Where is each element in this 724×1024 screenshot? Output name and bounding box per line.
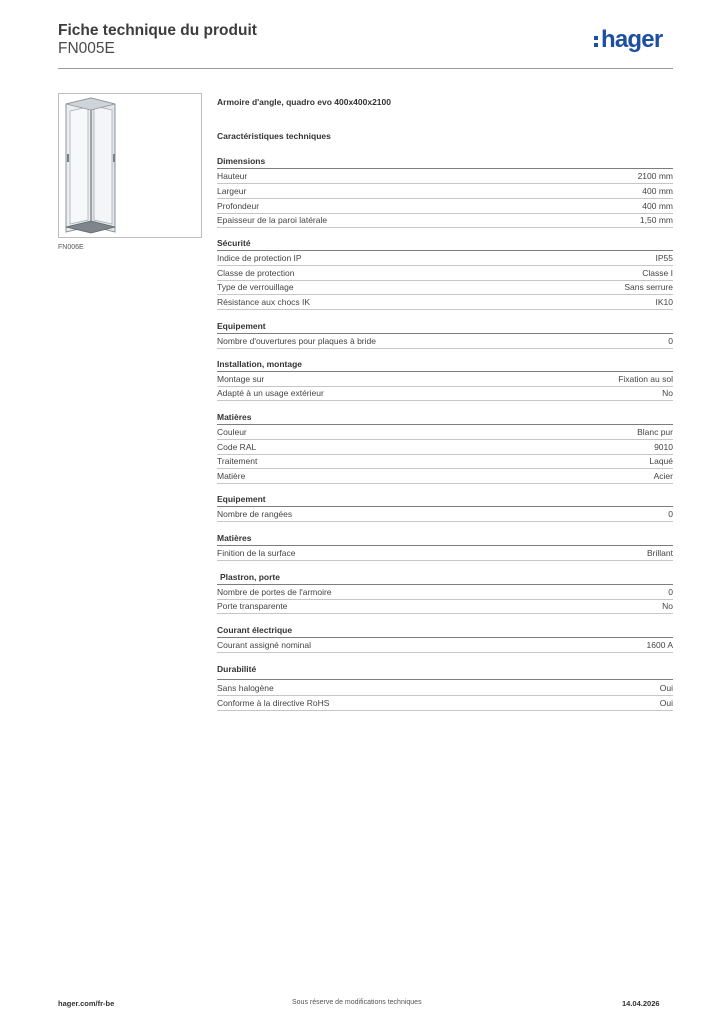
spec-row [217,599,673,614]
spec-label: Nombre de rangées [217,509,293,519]
spec-label: Code RAL [217,442,257,452]
section-title-dimensions: Dimensions [217,156,266,166]
spec-row [217,213,673,228]
spec-label: Résistance aux chocs IK [217,297,311,307]
spec-value: 1600 A [646,640,673,650]
spec-row [217,696,673,711]
spec-row [217,199,673,214]
spec-value: No [662,388,673,398]
spec-row [217,546,673,561]
spec-value: Oui [659,698,673,708]
spec-label: Finition de la surface [217,548,296,558]
spec-row [217,266,673,281]
spec-row [217,372,673,387]
spec-label: Type de verrouillage [217,282,294,292]
spec-value: 1,50 mm [639,215,673,225]
spec-row [217,184,673,199]
spec-row [217,280,673,295]
spec-label: Nombre de portes de l'armoire [217,587,332,597]
spec-value: IK10 [655,297,673,307]
section-rule [217,679,673,680]
section-title-durabilite: Durabilité [217,664,257,674]
logo-text: hager [601,26,663,53]
spec-value: 9010 [654,442,673,452]
spec-value: 2100 mm [637,171,673,181]
section-title-securite: Sécurité [217,238,251,248]
spec-value: Oui [659,683,673,693]
footer-website: hager.com/fr-be [58,999,115,1008]
spec-label: Montage sur [217,374,265,384]
header-divider [58,68,673,69]
spec-label: Sans halogène [217,683,274,693]
logo-colon-mark [594,34,599,48]
spec-label: Classe de protection [217,268,295,278]
spec-label: Courant assigné nominal [217,640,312,650]
spec-value: 0 [668,587,673,597]
spec-label: Traitement [217,456,258,466]
spec-value: Acier [653,471,673,481]
section-title-matieres-2: Matières [217,533,252,543]
spec-label: Porte transparente [217,601,288,611]
section-title-equipement: Equipement [217,321,266,331]
spec-label: Conforme à la directive RoHS [217,698,330,708]
page-title: Fiche technique du produit [58,22,257,39]
product-name: Armoire d'angle, quadro evo 400x400x2100 [217,97,391,107]
footer-date: 14.04.2026 [622,999,660,1008]
spec-value: Laqué [649,456,673,466]
spec-label: Profondeur [217,201,260,211]
spec-row [217,454,673,469]
spec-row [217,334,673,349]
spec-value: IP55 [655,253,673,263]
spec-row [217,469,673,484]
tech-characteristics-title: Caractéristiques techniques [217,131,331,141]
spec-label: Indice de protection IP [217,253,302,263]
spec-value: 400 mm [642,186,673,196]
section-title-courant: Courant électrique [217,625,293,635]
spec-value: Classe I [642,268,673,278]
spec-row [217,507,673,522]
section-title-plastron: Plastron, porte [220,572,280,582]
spec-value: 400 mm [642,201,673,211]
spec-value: No [662,601,673,611]
product-image [58,93,202,238]
footer-disclaimer: Sous réserve de modifications techniques [292,999,422,1006]
spec-row [217,585,673,600]
spec-label: Largeur [217,186,247,196]
section-title-equipement-2: Equipement [217,494,266,504]
spec-row [217,169,673,184]
spec-value: Brillant [647,548,673,558]
spec-label: Hauteur [217,171,248,181]
spec-row [217,251,673,266]
hager-logo [594,28,662,52]
spec-label: Adapté à un usage extérieur [217,388,324,398]
section-title-installation: Installation, montage [217,359,303,369]
section-title-matieres: Matières [217,412,252,422]
spec-row [217,440,673,455]
spec-value: Fixation au sol [618,374,673,384]
spec-label: Epaisseur de la paroi latérale [217,215,328,225]
spec-label: Couleur [217,427,247,437]
spec-row [217,386,673,401]
spec-label: Nombre d'ouvertures pour plaques à bride [217,336,376,346]
cabinet-illustration [59,94,201,237]
spec-row [217,425,673,440]
spec-value: Blanc pur [637,427,673,437]
spec-row [217,681,673,696]
spec-row [217,295,673,310]
spec-value: 0 [668,336,673,346]
spec-value: Sans serrure [624,282,673,292]
product-code: FN005E [58,40,115,57]
spec-value: 0 [668,509,673,519]
spec-label: Matière [217,471,246,481]
spec-row [217,638,673,653]
image-caption: FN006E [58,244,84,251]
